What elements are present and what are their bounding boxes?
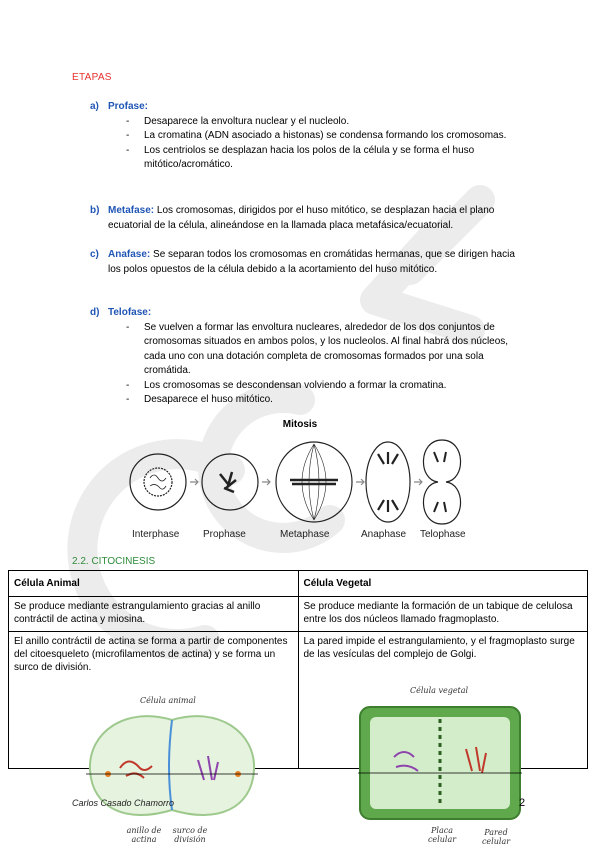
arrow-3 (356, 479, 364, 485)
header-vegetal: Célula Vegetal (298, 571, 588, 597)
metaphase-cell (276, 442, 352, 522)
table-row (9, 597, 588, 632)
stage-name: Profase: (108, 101, 149, 112)
telophase-cell (423, 440, 460, 524)
plant-label-plate: Placa celular (427, 826, 457, 844)
stage-text: Los cromosomas, dirigidos por el huso mitótico, se desplazan hacia el plano ecuatorial de la célula, alineándose en la llamada placa metafásica/ecuatorial. (108, 205, 495, 231)
stage-metafase (90, 204, 530, 233)
figure-label-prophase: Prophase (203, 529, 246, 540)
stage-profase (90, 100, 530, 173)
arrow-2 (262, 479, 270, 485)
prophase-chromosomes (220, 472, 236, 492)
stage-anafase (90, 248, 530, 277)
interphase-chromatin (150, 475, 166, 489)
table-cell-text: La pared impide el estrangulamiento, y el fragmoplasto surge de las vesículas del complejo de Golgi. (303, 636, 575, 660)
stage-bullets (90, 321, 530, 408)
bullet: - Desaparece el huso mitótico. (126, 393, 530, 408)
table-cell: Se produce mediante la formación de un tabique de celulosa entre los dos núcleos llamado fragmoplasto. (298, 597, 588, 632)
bullet: - La cromatina (ADN asociado a histonas) se condensa formando los cromosomas. (126, 129, 530, 144)
figure-label-interphase: Interphase (132, 529, 180, 540)
bullet: - Los centriolos se desplazan hacia los polos de la célula y se forma el huso mitótico/acromático. (126, 144, 530, 173)
stage-bullets (90, 115, 530, 173)
figure-title: Mitosis (282, 419, 318, 430)
stage-name: Metafase: (108, 205, 155, 216)
stage-letter: c) (90, 249, 99, 260)
table-cell-text: El anillo contráctil de actina se forma a partir de componentes del citoesqueleto (microfilamentos de actina) y se forma un surco de división. (14, 636, 288, 673)
plant-label-wall: Pared celular (481, 828, 511, 846)
metaphase-plate (290, 480, 338, 484)
table-cell: Se produce mediante estrangulamiento gracias al anillo contráctil de actina y miosina. (9, 597, 299, 632)
animal-drawing-title: Célula animal (140, 696, 196, 705)
animal-label-furrow: surco de división (172, 826, 208, 844)
anaphase-chromosomes (378, 452, 398, 512)
bullet: - Se vuelven a formar las envoltura nucleares, alrededor de los dos conjuntos de cromosomas situados en ambos polos, y los nucleolos. Al final habrá dos núcleos, cada uno con una dotación completa de cromosomas formados por una sola cromátida. (126, 321, 530, 379)
plant-drawing-title: Célula vegetal (410, 686, 469, 695)
bullet: - Desaparece la envoltura nuclear y el nucleolo. (126, 115, 530, 130)
figure-label-telophase: Telophase (420, 529, 466, 540)
metaphase-spindle (302, 444, 326, 520)
mitosis-diagram (120, 436, 470, 528)
stage-letter: b) (90, 205, 100, 216)
stage-name: Telofase: (108, 307, 152, 318)
header-animal: Célula Animal (9, 571, 299, 597)
table-header-row (9, 571, 588, 597)
interphase-nucleus (144, 468, 172, 496)
citocinesis-title: 2.2. CITOCINESIS (72, 556, 156, 567)
page-number: 2 (519, 797, 526, 809)
stage-text: Se separan todos los cromosomas en cromátidas hermanas, que se dirigen hacia los polos opuestos de la célula debido a la acortamiento del huso mitótico. (108, 249, 515, 275)
figure-label-metaphase: Metaphase (280, 529, 330, 540)
footer-author: Carlos Casado Chamorro (72, 798, 175, 808)
arrow-4 (414, 479, 422, 485)
plant-cell-drawing (358, 705, 522, 821)
stage-telofase (90, 306, 530, 408)
stage-name: Anafase: (108, 249, 151, 260)
animal-label-ring: anillo de actina (126, 826, 162, 844)
arrow-1 (190, 479, 198, 485)
figure-label-anaphase: Anaphase (361, 529, 407, 540)
section-title: ETAPAS (72, 72, 112, 83)
interphase-cell (130, 454, 186, 510)
stage-letter: a) (90, 101, 99, 112)
stage-letter: d) (90, 307, 100, 318)
bullet: - Los cromosomas se descondensan volviendo a formar la cromatina. (126, 379, 530, 394)
